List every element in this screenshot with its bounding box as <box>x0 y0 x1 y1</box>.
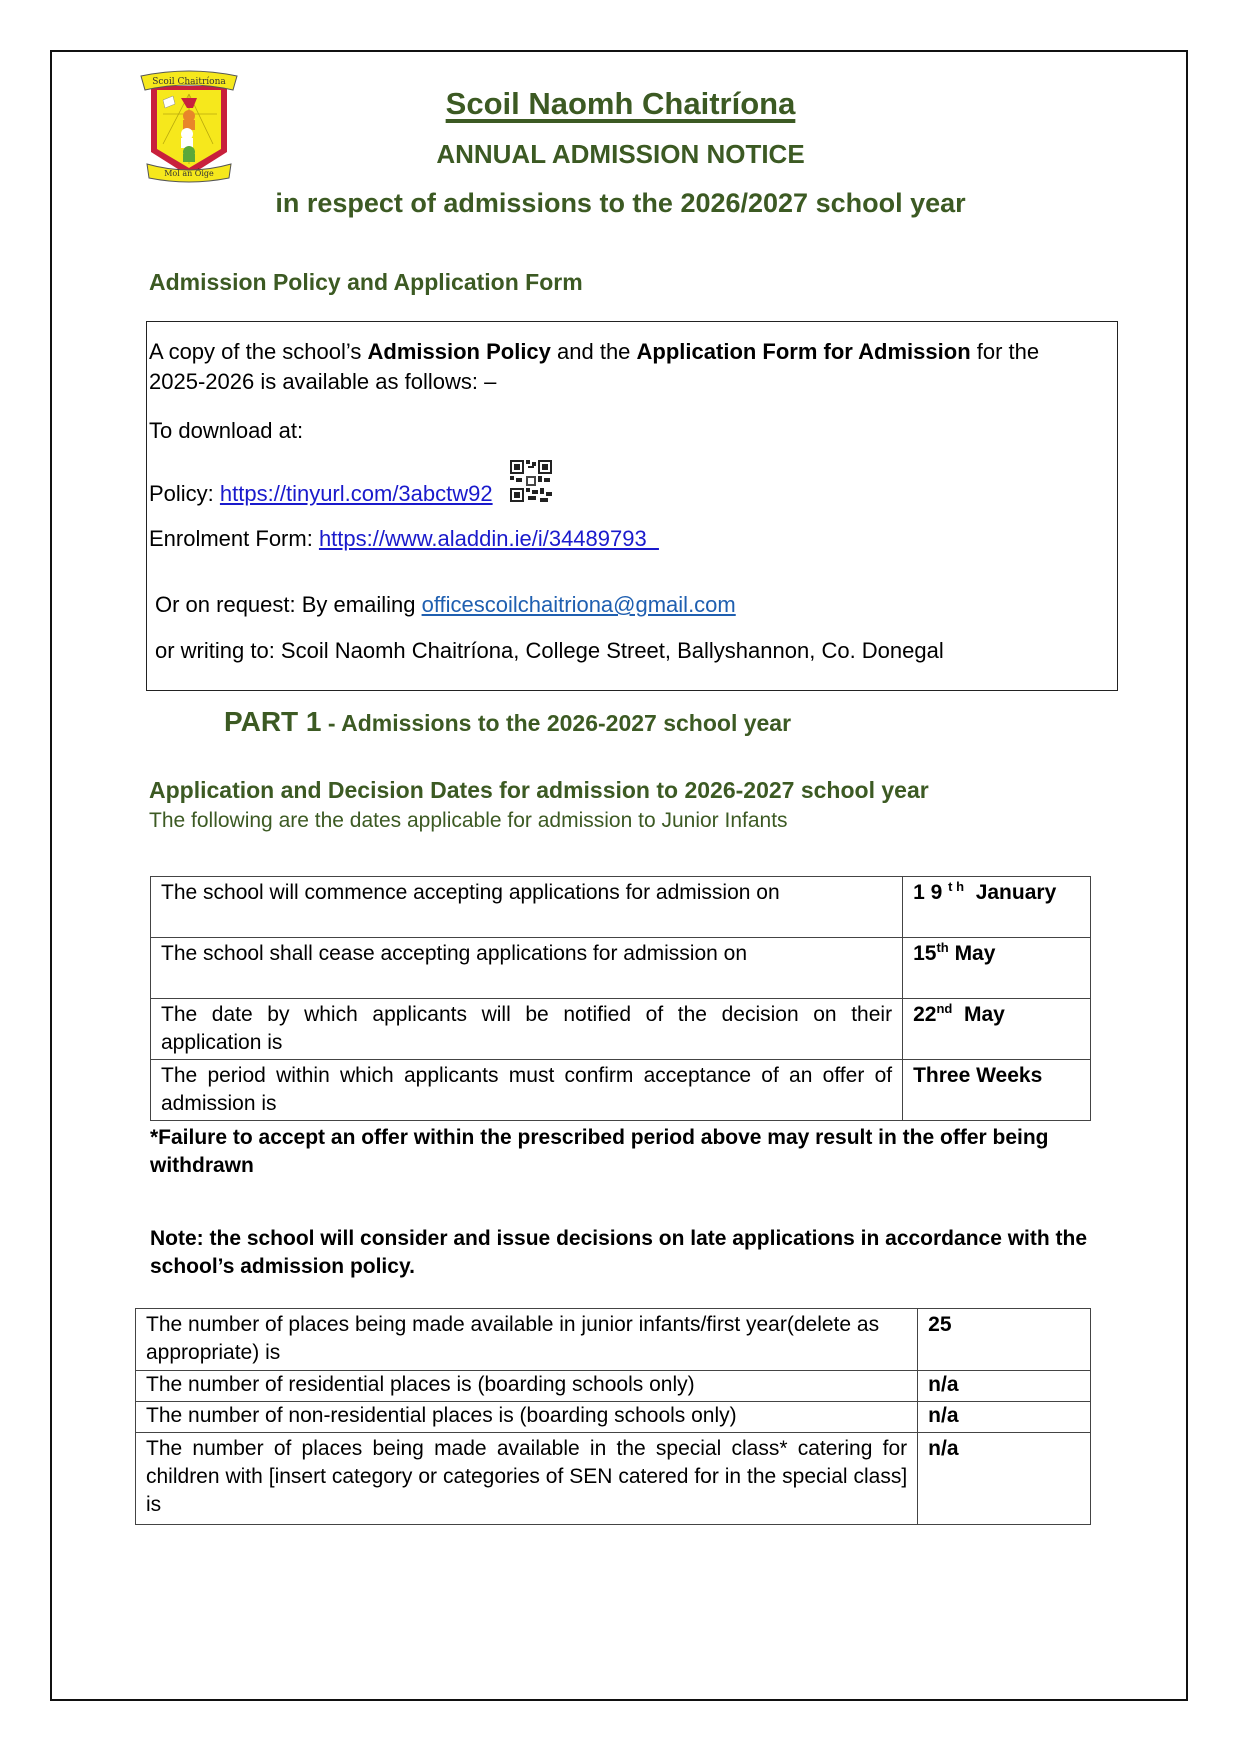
policy-section-heading: Admission Policy and Application Form <box>149 269 583 295</box>
part1-heading: PART 1 - Admissions to the 2026-2027 school year <box>224 706 792 737</box>
table-row <box>151 1060 1091 1121</box>
date-label: The school will commence accepting applications for admission on <box>151 877 903 938</box>
school-name-heading: Scoil Naomh Chaitríona <box>445 86 796 121</box>
places-label: The number of residential places is (boarding schools only) <box>136 1371 918 1402</box>
writing-address: or writing to: Scoil Naomh Chaitríona, College Street, Ballyshannon, Co. Donegal <box>155 638 944 663</box>
places-label: The number of non-residential places is (boarding schools only) <box>136 1402 918 1433</box>
table-row <box>136 1371 1091 1402</box>
places-value: n/a <box>918 1371 1091 1402</box>
table-row <box>151 877 1091 938</box>
download-label: To download at: <box>149 418 304 443</box>
date-value: Three Weeks <box>903 1060 1091 1121</box>
crest-banner-bottom: Mol an Óige <box>164 169 214 178</box>
notice-title: ANNUAL ADMISSION NOTICE <box>436 139 805 169</box>
crest-banner-top: Scoil Chaitríona <box>152 77 226 87</box>
date-value: 15th May <box>903 938 1091 999</box>
qr-code-icon <box>510 460 552 502</box>
date-value: 22nd May <box>903 999 1091 1060</box>
notice-subtitle: in respect of admissions to the 2026/2027 school year <box>275 188 966 218</box>
table-row <box>151 999 1091 1060</box>
dates-section-subheading: The following are the dates applicable for admission to Junior Infants <box>149 809 788 832</box>
request-line: Or on request: By emailing officescoilchaitriona@gmail.com <box>155 592 736 617</box>
enrolment-form-link[interactable]: https://www.aladdin.ie/i/34489793 <box>318 526 659 551</box>
table-row <box>136 1433 1091 1525</box>
table-row <box>151 938 1091 999</box>
failure-note: *Failure to accept an offer within the prescribed period above may result in the offer being withdrawn <box>150 1126 1049 1177</box>
policy-intro-line2: 2025-2026 is available as follows: – <box>149 369 497 394</box>
date-value: 1 9 $^{t h}$ January <box>903 877 1091 938</box>
places-value: n/a <box>918 1433 1091 1525</box>
enrolment-line: Enrolment Form: https://www.aladdin.ie/i/34489793 <box>149 526 659 551</box>
late-applications-note: Note: the school will consider and issue decisions on late applications in accordance with the school’s admission policy. <box>150 1227 1088 1278</box>
places-value: 25 <box>918 1309 1091 1371</box>
date-label: The date by which applicants will be notified of the decision on their application is <box>151 999 903 1060</box>
date-label: The school shall cease accepting applications for admission on <box>151 938 903 999</box>
policy-link[interactable]: https://tinyurl.com/3abctw92 <box>219 481 493 506</box>
dates-table <box>150 876 1091 1121</box>
policy-intro-line1: A copy of the school’s Admission Policy and the Application Form for Admission for the <box>149 339 1040 364</box>
places-label: The number of places being made available in junior infants/first year(delete as appropriate) is <box>136 1309 918 1371</box>
policy-line: Policy: https://tinyurl.com/3abctw92 <box>149 481 493 506</box>
date-label: The period within which applicants must confirm acceptance of an offer of admission is <box>151 1060 903 1121</box>
table-row <box>136 1402 1091 1433</box>
table-row <box>136 1309 1091 1371</box>
places-value: n/a <box>918 1402 1091 1433</box>
places-label: The number of places being made available in the special class* catering for children with [insert category or categories of SEN catered for in the special class] is <box>136 1433 918 1525</box>
dates-section-heading: Application and Decision Dates for admission to 2026-2027 school year <box>149 777 929 803</box>
email-link[interactable]: officescoilchaitriona@gmail.com <box>421 592 736 617</box>
places-table <box>135 1308 1091 1525</box>
